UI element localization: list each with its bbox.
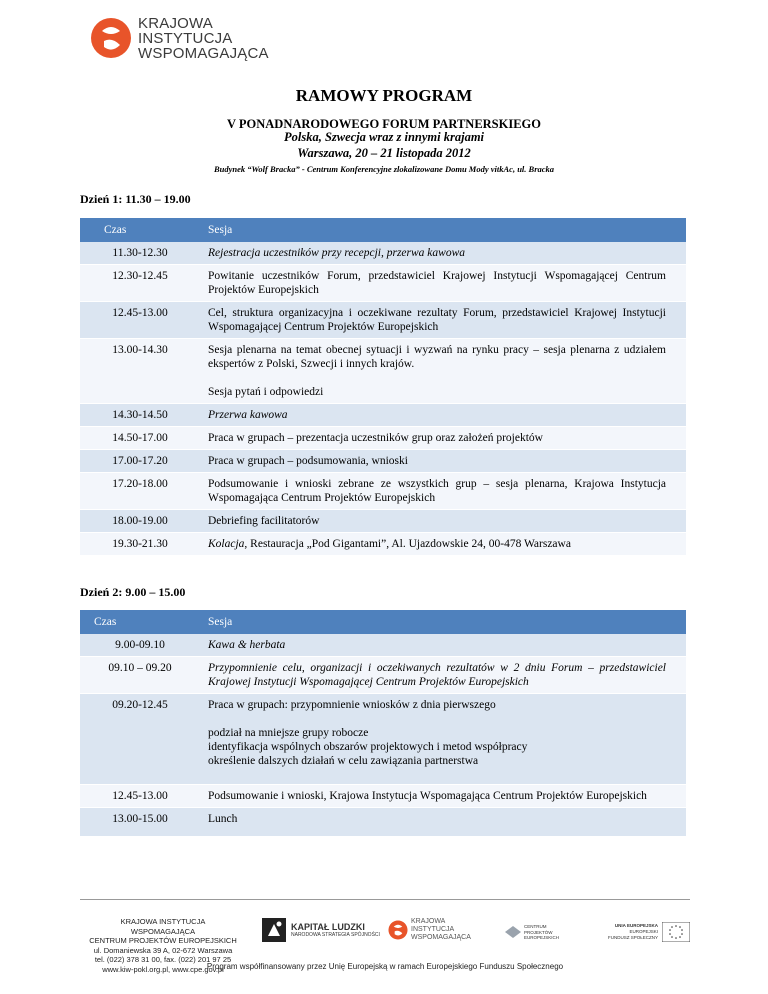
time-cell: 12.30-12.45 — [80, 265, 200, 302]
footer-address: KRAJOWA INSTYTUCJA WSPOMAGAJĄCA CENTRUM PROJEKTÓW EUROPEJSKICH ul. Domaniewska 39 A, 02-672 Warszawa tel. (022) 378 31 00, fax. (022) 201 97 25 www.kiw-pokl.org.pl, www.cpe.gov.pl — [89, 917, 237, 974]
table-row — [80, 694, 686, 785]
day1-table — [80, 218, 686, 556]
time-cell: 17.20-18.00 — [80, 473, 200, 510]
session-cell: Podsumowanie i wnioski, Krajowa Instytucja Wspomagająca Centrum Projektów Europejskich — [200, 785, 686, 808]
table-row — [80, 808, 686, 837]
session-cell: Praca w grupach – prezentacja uczestników grup oraz założeń projektów — [200, 427, 686, 450]
kiw-footer-logo: KRAJOWA INSTYTUCJA WSPOMAGAJĄCA — [388, 918, 471, 942]
time-cell: 09.10 – 09.20 — [80, 657, 200, 694]
forum-countries: Polska, Szwecja wraz z innymi krajami — [283, 130, 485, 144]
session-subitem: podział na mniejsze grupy robocze — [208, 727, 369, 739]
footer-divider — [80, 899, 690, 900]
session-cell — [200, 339, 686, 404]
session-cell — [200, 694, 686, 785]
time-cell: 19.30-21.30 — [80, 533, 200, 556]
session-subitem: określenie dalszych działań w celu zawiązania partnerstwa — [208, 755, 479, 767]
table-row — [80, 265, 686, 302]
col-session-header: Sesja — [200, 218, 686, 242]
time-cell: 13.00-15.00 — [80, 808, 200, 837]
day2-header-row — [80, 610, 686, 634]
cpe-icon — [505, 926, 521, 938]
day1-heading: Dzień 1: 11.30 – 19.00 — [80, 192, 191, 206]
table-row — [80, 302, 686, 339]
session-cell: Przerwa kawowa — [200, 404, 686, 427]
session-cell — [200, 533, 686, 556]
kiw-logo-text: KRAJOWA INSTYTUCJA WSPOMAGAJĄCA — [138, 14, 269, 62]
table-row — [80, 242, 686, 265]
session-text-italic: Kolacja — [208, 538, 245, 550]
kiw-logo-mark — [90, 17, 132, 59]
table-row — [80, 785, 686, 808]
session-subitem: identyfikacja wspólnych obszarów projektowych i metod współpracy — [208, 741, 528, 753]
time-cell: 14.50-17.00 — [80, 427, 200, 450]
time-cell: 11.30-12.30 — [80, 242, 200, 265]
session-cell: Praca w grupach – podsumowania, wnioski — [200, 450, 686, 473]
session-text-extra: Sesja pytań i odpowiedzi — [208, 386, 324, 398]
table-row — [80, 427, 686, 450]
session-cell: Cel, struktura organizacyjna i oczekiwane rezultaty Forum, przedstawiciel Krajowej Instytucji Wspomagającej Centrum Projektów Europejskich — [200, 302, 686, 339]
time-cell: 12.45-13.00 — [80, 302, 200, 339]
eu-logo: UNIA EUROPEJSKA EUROPEJSKI FUNDUSZ SPOŁECZNY — [608, 922, 690, 942]
session-cell: Kawa & herbata — [200, 634, 686, 657]
table-row — [80, 339, 686, 404]
session-text: , Restauracja „Pod Gigantami”, Al. Ujazdowskie 24, 00-478 Warszawa — [244, 538, 571, 550]
table-row — [80, 450, 686, 473]
session-text: Sesja plenarna na temat obecnej sytuacji i wyzwań na rynku pracy – sesja plenarna z udziałem ekspertów z Polski, Szwecji i innych krajów. — [208, 344, 666, 370]
table-row — [80, 657, 686, 694]
table-row — [80, 473, 686, 510]
time-cell: 14.30-14.50 — [80, 404, 200, 427]
day1-header-row — [80, 218, 686, 242]
time-cell: 09.20-12.45 — [80, 694, 200, 785]
time-cell: 9.00-09.10 — [80, 634, 200, 657]
kapital-ludzki-icon — [262, 918, 286, 942]
session-cell: Lunch — [200, 808, 686, 837]
forum-place-date: Warszawa, 20 – 21 listopada 2012 — [297, 146, 471, 160]
col-session-header: Sesja — [200, 610, 686, 634]
page-title: RAMOWY PROGRAM — [295, 86, 473, 105]
col-time-header: Czas — [80, 610, 200, 634]
time-cell: 18.00-19.00 — [80, 510, 200, 533]
table-row — [80, 533, 686, 556]
session-cell: Podsumowanie i wnioski zebrane ze wszystkich grup – sesja plenarna, Krajowa Instytucja Wspomagająca Centrum Projektów Europejskich — [200, 473, 686, 510]
funding-note: Program współfinansowany przez Unię Europejską w ramach Europejskiego Funduszu Społecznego — [206, 962, 564, 971]
forum-title: V PONADNARODOWEGO FORUM PARTNERSKIEGO — [226, 117, 542, 131]
time-cell: 13.00-14.30 — [80, 339, 200, 404]
kiw-footer-icon — [388, 920, 408, 940]
session-cell: Debriefing facilitatorów — [200, 510, 686, 533]
day2-table — [80, 610, 686, 837]
cpe-logo: CENTRUM PROJEKTÓW EUROPEJSKICH — [505, 924, 568, 941]
session-text: Praca w grupach: przypomnienie wniosków z dnia pierwszego — [208, 699, 496, 711]
time-cell: 12.45-13.00 — [80, 785, 200, 808]
session-cell: Powitanie uczestników Forum, przedstawiciel Krajowej Instytucji Wspomagającej Centrum Projektów Europejskich — [200, 265, 686, 302]
table-row — [80, 634, 686, 657]
session-cell: Rejestracja uczestników przy recepcji, przerwa kawowa — [200, 242, 686, 265]
kiw-logo — [90, 14, 269, 62]
session-cell: Przypomnienie celu, organizacji i oczekiwanych rezultatów w 2 dniu Forum – przedstawiciel Krajowej Instytucji Wspomagającej Centrum Projektów Europejskich — [200, 657, 686, 694]
col-time-header: Czas — [80, 218, 200, 242]
time-cell: 17.00-17.20 — [80, 450, 200, 473]
table-row — [80, 510, 686, 533]
eu-flag-icon — [662, 922, 690, 942]
forum-venue: Budynek “Wolf Bracka” - Centrum Konferencyjne zlokalizowane Domu Mody vitkAc, ul. Bracka — [213, 164, 555, 174]
table-row — [80, 404, 686, 427]
day2-heading: Dzień 2: 9.00 – 15.00 — [80, 585, 186, 599]
kapital-ludzki-logo: KAPITAŁ LUDZKI NARODOWA STRATEGIA SPÓJNOŚCI — [262, 918, 380, 942]
